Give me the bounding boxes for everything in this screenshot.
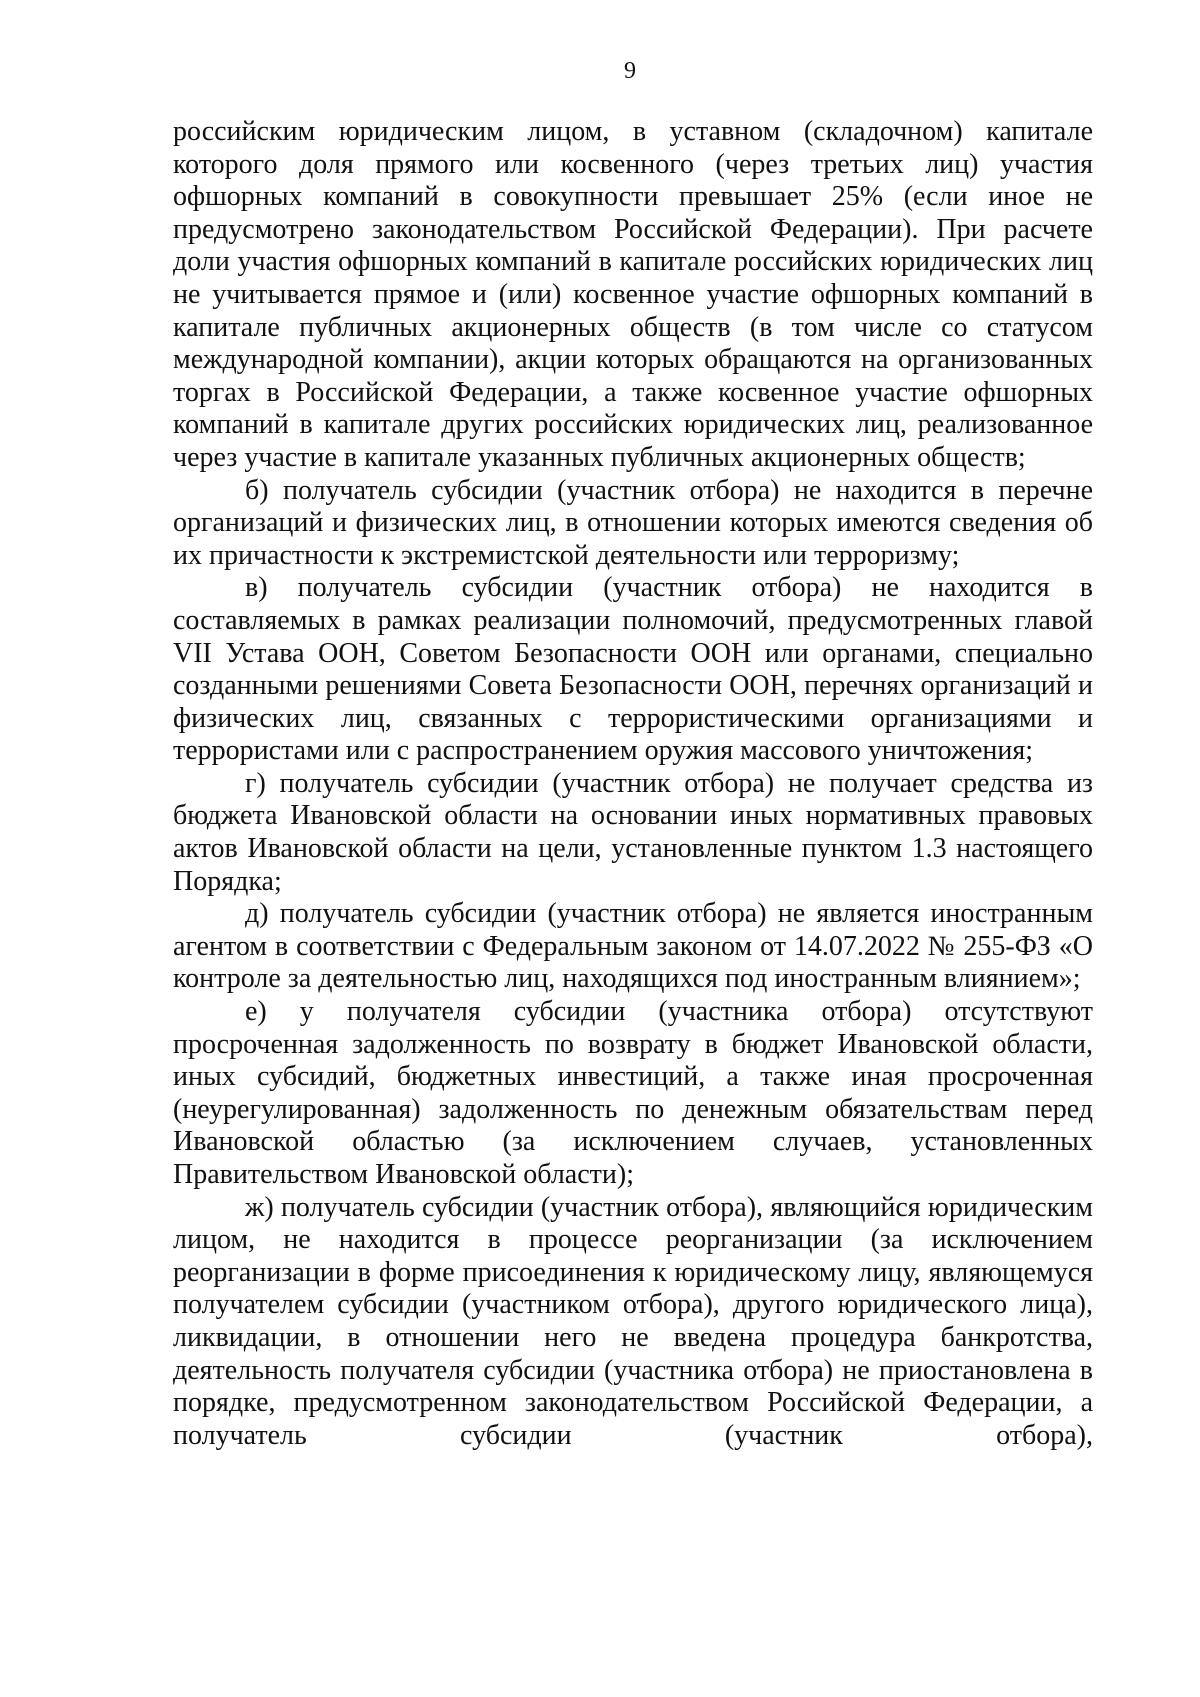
- paragraph-item-v: в) получатель субсидии (участник отбора) не находится в составляемых в рамках реализации полномочий, предусмотренных главой VII Устава ООН, Советом Безопасности ООН или органами, специально созданными решениями Совета Безопасности ООН, перечнях организаций и физических лиц, связанных с террористическими организациями и террористами или с распространением оружия массового уничтожения;: [173, 572, 1093, 767]
- document-body: [173, 116, 1093, 1452]
- paragraph-item-zh: ж) получатель субсидии (участник отбора), являющийся юридическим лицом, не находится в процессе реорганизации (за исключением реорганизации в форме присоединения к юридическому лицу, являющемуся получателем субсидии (участником отбора), другого юридического лица), ликвидации, в отношении него не введена процедура банкротства, деятельность получателя субсидии (участника отбора) не приостановлена в порядке, предусмотренном законодательством Российской Федерации, а получатель субсидии (участник отбора),: [173, 1191, 1093, 1451]
- paragraph-item-g: г) получатель субсидии (участник отбора) не получает средства из бюджета Ивановской области на основании иных нормативных правовых актов Ивановской области на цели, установленные пунктом 1.3 настоящего Порядка;: [173, 767, 1093, 897]
- paragraph-item-b: б) получатель субсидии (участник отбора) не находится в перечне организаций и физических лиц, в отношении которых имеются сведения об их причастности к экстремистской деятельности или терроризму;: [173, 474, 1093, 571]
- paragraph-item-e: е) у получателя субсидии (участника отбора) отсутствуют просроченная задолженность по возврату в бюджет Ивановской области, иных субсидий, бюджетных инвестиций, а также иная просроченная (неурегулированная) задолженность по денежным обязательствам перед Ивановской областью (за исключением случаев, установленных Правительством Ивановской области);: [173, 996, 1093, 1190]
- page-number: 9: [624, 58, 636, 84]
- paragraph-item-d: д) получатель субсидии (участник отбора) не является иностранным агентом в соответствии с Федеральным законом от 14.07.2022 № 255-ФЗ «О контроле за деятельностью лиц, находящихся под иностранным влиянием»;: [173, 898, 1093, 995]
- paragraph-continuation: российским юридическим лицом, в уставном (складочном) капитале которого доля прямого или косвенного (через третьих лиц) участия офшорных компаний в совокупности превышает 25% (если иное не предусмотрено законодательством Российской Федерации). При расчете доли участия офшорных компаний в капитале российских юридических лиц не учитывается прямое и (или) косвенное участие офшорных компаний в капитале публичных акционерных обществ (в том числе со статусом международной компании), акции которых обращаются на организованных торгах в Российской Федерации, а также косвенное участие офшорных компаний в капитале других российских юридических лиц, реализованное через участие в капитале указанных публичных акционерных обществ;: [173, 116, 1093, 473]
